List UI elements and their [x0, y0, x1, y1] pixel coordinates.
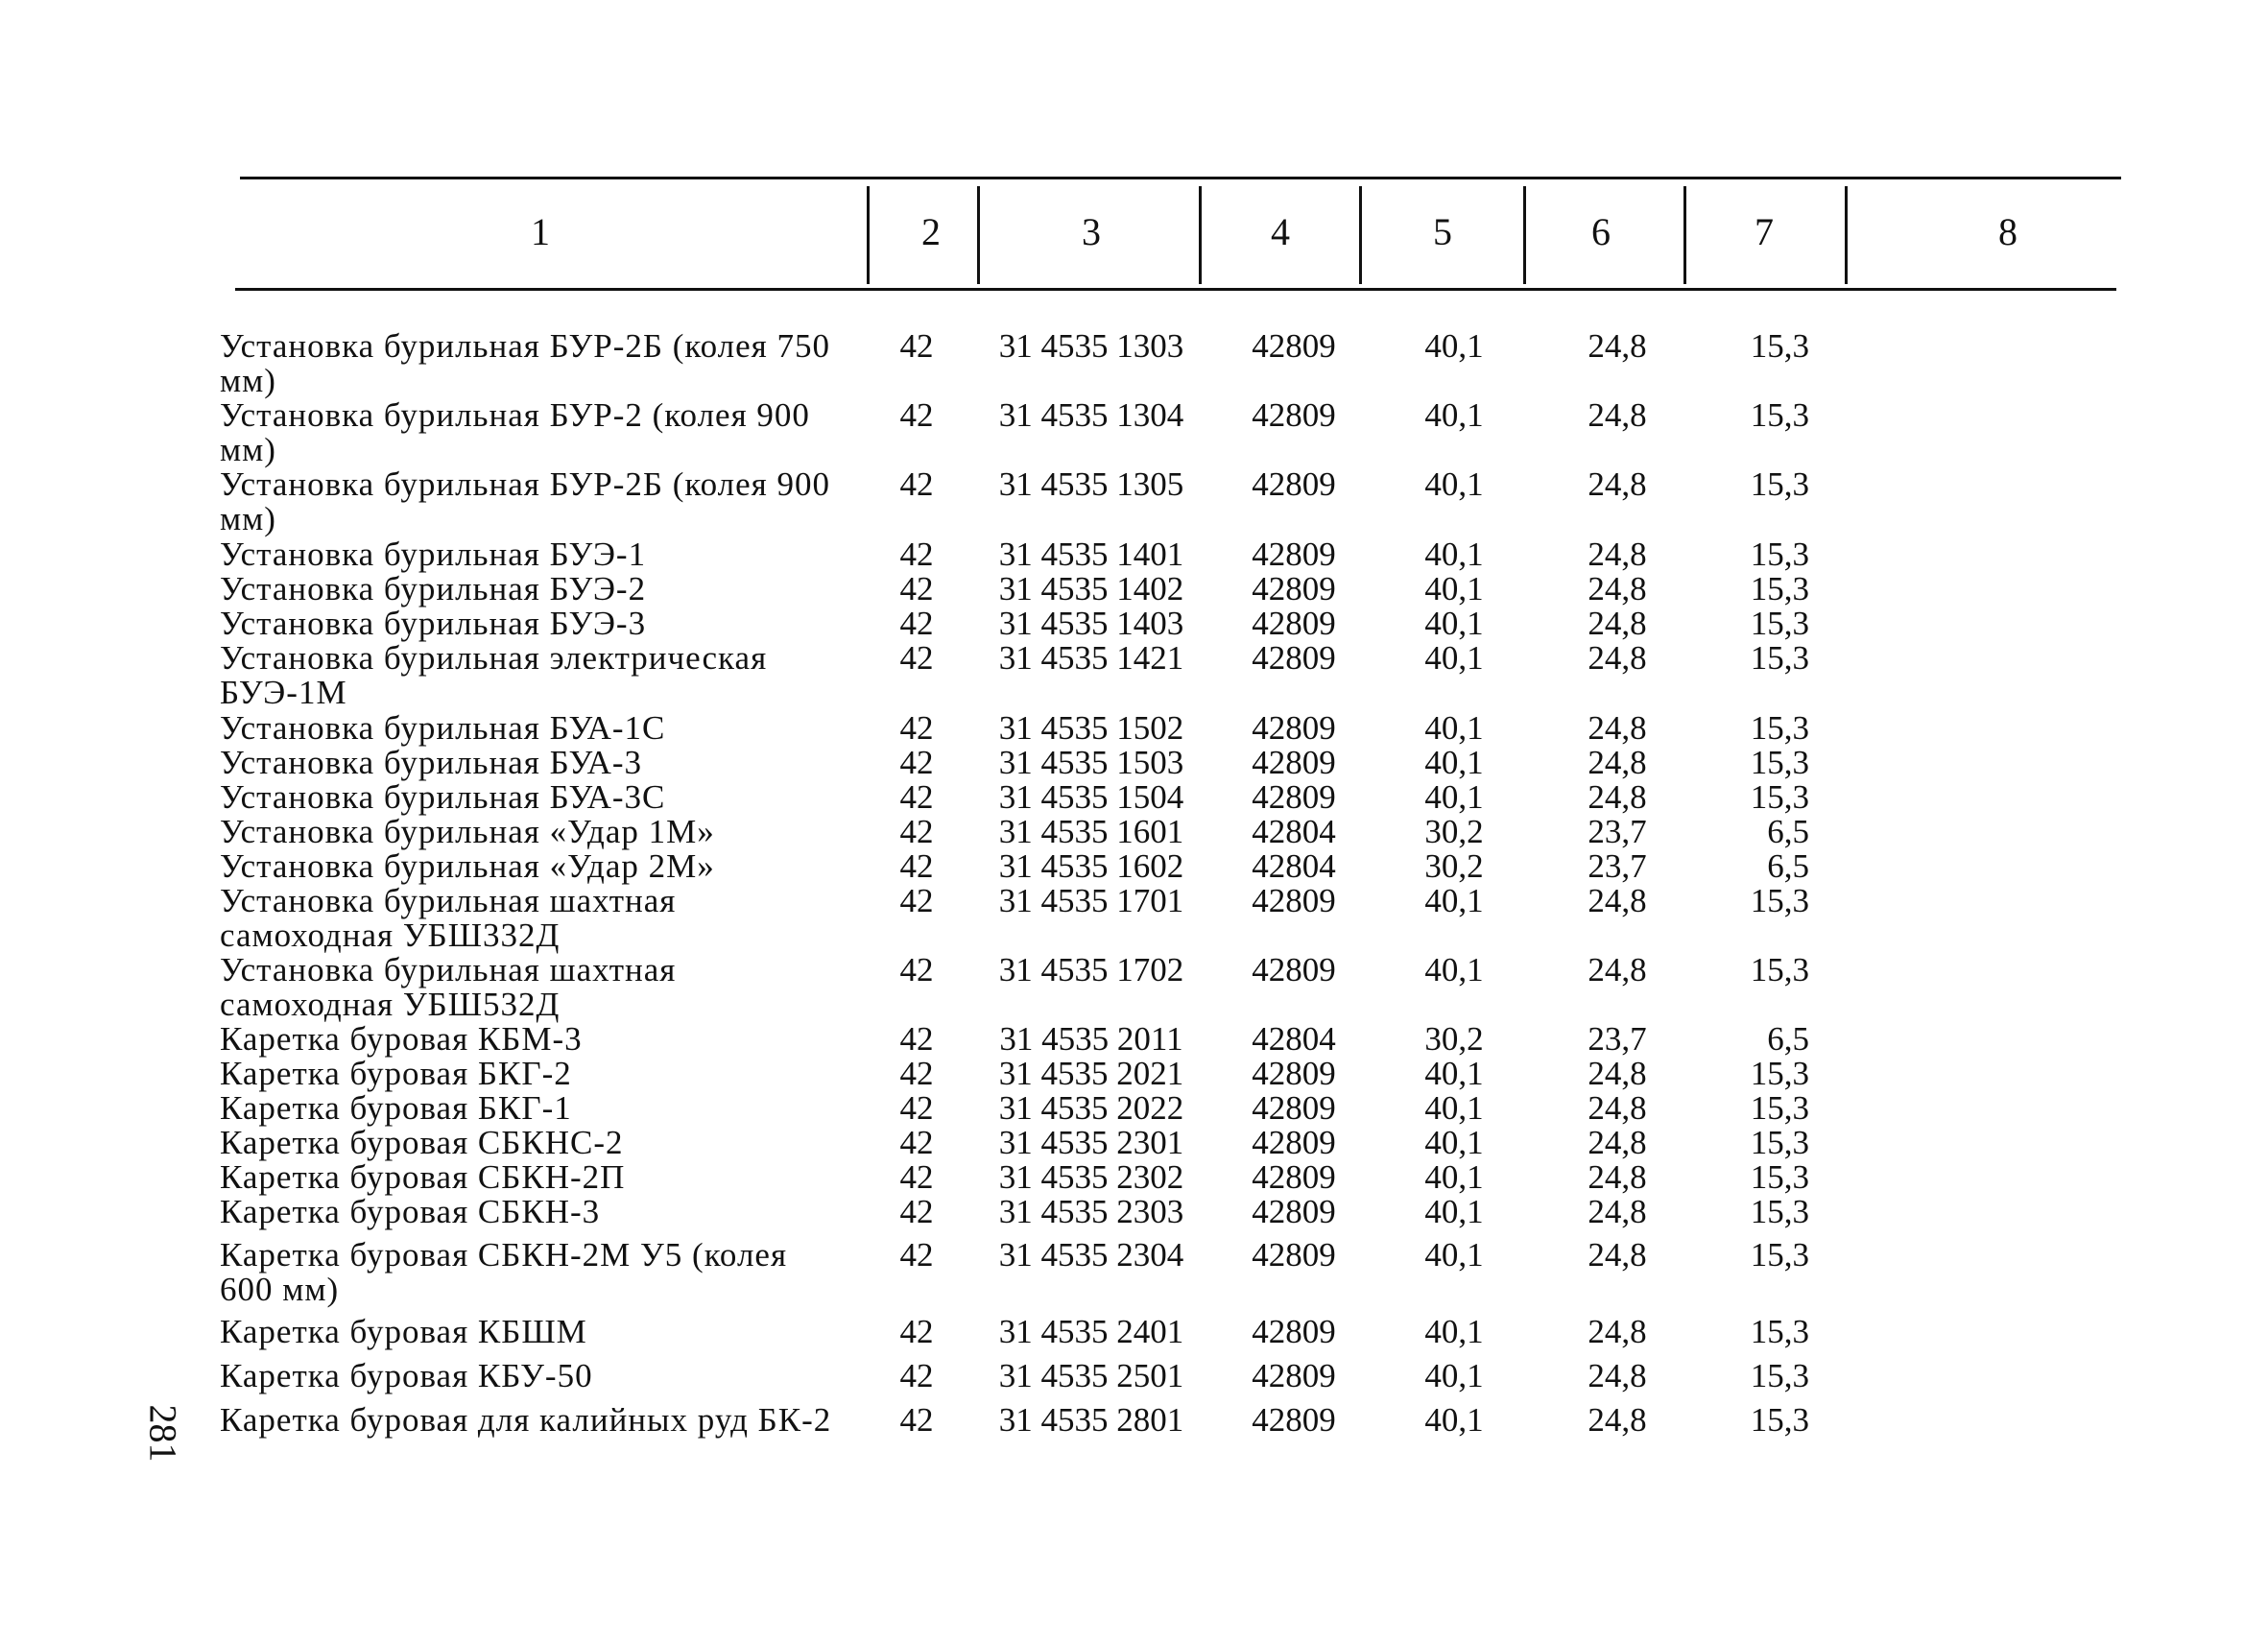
row-col-7: 15,3	[1750, 778, 1809, 816]
row-name: Установка бурильная БУА-1С	[220, 709, 666, 747]
row-col-2: 42	[899, 1020, 934, 1058]
row-col-7: 15,3	[1750, 327, 1809, 365]
row-col-5: 40,1	[1424, 882, 1484, 919]
column-divider	[977, 186, 980, 284]
row-col-4: 42804	[1252, 1020, 1336, 1058]
row-col-5: 40,1	[1424, 744, 1484, 781]
row-col-3: 31 4535 1701	[998, 882, 1184, 919]
row-col-7: 15,3	[1750, 744, 1809, 781]
row-col-5: 30,2	[1424, 1020, 1484, 1058]
row-col-3: 31 4535 1602	[998, 847, 1184, 885]
row-col-2: 42	[899, 744, 934, 781]
row-col-2: 42	[899, 1055, 934, 1092]
row-col-7: 6,5	[1767, 813, 1809, 850]
row-col-6: 24,8	[1588, 396, 1647, 434]
row-col-2: 42	[899, 1089, 934, 1127]
row-col-6: 24,8	[1588, 605, 1647, 642]
row-col-2: 42	[899, 1193, 934, 1230]
row-col-2: 42	[899, 327, 934, 365]
row-col-3: 31 4535 2011	[999, 1020, 1183, 1058]
row-col-6: 24,8	[1588, 1193, 1647, 1230]
row-col-4: 42809	[1252, 1401, 1336, 1439]
row-col-5: 40,1	[1424, 1357, 1484, 1394]
row-col-3: 31 4535 2301	[998, 1124, 1184, 1161]
row-col-7: 6,5	[1767, 1020, 1809, 1058]
row-col-2: 42	[899, 1236, 934, 1274]
row-col-2: 42	[899, 396, 934, 434]
row-name: Установка бурильная БУР-2Б (колея 900 мм)	[220, 465, 831, 537]
row-col-4: 42809	[1252, 1055, 1336, 1092]
row-name: Каретка буровая КБМ-3	[220, 1020, 583, 1058]
row-col-4: 42809	[1252, 1236, 1336, 1274]
row-col-4: 42809	[1252, 396, 1336, 434]
row-col-6: 23,7	[1588, 1020, 1647, 1058]
row-col-7: 15,3	[1750, 1313, 1809, 1350]
column-header: 3	[1082, 210, 1101, 253]
row-col-5: 40,1	[1424, 1313, 1484, 1350]
row-col-4: 42809	[1252, 327, 1336, 365]
row-col-5: 40,1	[1424, 1158, 1484, 1196]
row-col-4: 42809	[1252, 1158, 1336, 1196]
column-divider	[1523, 186, 1526, 284]
row-col-7: 15,3	[1750, 465, 1809, 503]
row-col-7: 15,3	[1750, 709, 1809, 747]
row-col-4: 42809	[1252, 744, 1336, 781]
row-name: Каретка буровая для калийных руд БК-2	[220, 1401, 832, 1439]
row-name: Установка бурильная БУА-3	[220, 744, 643, 781]
row-col-7: 15,3	[1750, 1055, 1809, 1092]
row-col-2: 42	[899, 1401, 934, 1439]
row-col-4: 42809	[1252, 465, 1336, 503]
row-name: Установка бурильная БУР-2Б (колея 750 мм)	[220, 327, 831, 399]
row-col-4: 42809	[1252, 778, 1336, 816]
row-col-6: 24,8	[1588, 327, 1647, 365]
row-col-5: 40,1	[1424, 709, 1484, 747]
row-col-3: 31 4535 2021	[998, 1055, 1184, 1092]
row-col-7: 6,5	[1767, 847, 1809, 885]
table-top-rule	[240, 177, 2121, 179]
row-col-4: 42809	[1252, 1089, 1336, 1127]
row-col-4: 42809	[1252, 536, 1336, 573]
row-col-3: 31 4535 1303	[998, 327, 1184, 365]
row-col-3: 31 4535 2401	[998, 1313, 1184, 1350]
row-col-5: 40,1	[1424, 639, 1484, 677]
row-col-3: 31 4535 1702	[998, 951, 1184, 988]
row-name: Каретка буровая БКГ-2	[220, 1055, 572, 1092]
row-col-4: 42809	[1252, 951, 1336, 988]
row-col-4: 42804	[1252, 847, 1336, 885]
row-col-5: 40,1	[1424, 778, 1484, 816]
row-name: Установка бурильная БУЭ-2	[220, 570, 647, 607]
row-col-6: 24,8	[1588, 639, 1647, 677]
row-col-6: 24,8	[1588, 570, 1647, 607]
row-col-3: 31 4535 1305	[998, 465, 1184, 503]
row-col-6: 23,7	[1588, 813, 1647, 850]
column-divider	[1845, 186, 1848, 284]
row-col-7: 15,3	[1750, 639, 1809, 677]
row-col-2: 42	[899, 536, 934, 573]
row-col-2: 42	[899, 570, 934, 607]
table-header-bottom-rule	[235, 288, 2116, 291]
row-col-6: 24,8	[1588, 1401, 1647, 1439]
row-col-5: 40,1	[1424, 536, 1484, 573]
row-col-3: 31 4535 1402	[998, 570, 1184, 607]
row-col-2: 42	[899, 882, 934, 919]
column-divider	[1359, 186, 1362, 284]
row-col-2: 42	[899, 605, 934, 642]
row-col-5: 40,1	[1424, 1401, 1484, 1439]
row-col-3: 31 4535 1403	[998, 605, 1184, 642]
row-name: Каретка буровая КБШМ	[220, 1313, 587, 1350]
row-col-4: 42809	[1252, 1357, 1336, 1394]
row-col-3: 31 4535 1601	[998, 813, 1184, 850]
row-col-7: 15,3	[1750, 536, 1809, 573]
row-col-7: 15,3	[1750, 1236, 1809, 1274]
row-name: Каретка буровая СБКН-2М У5 (колея 600 мм)	[220, 1236, 788, 1308]
column-divider	[1683, 186, 1686, 284]
row-col-2: 42	[899, 465, 934, 503]
column-header: 1	[531, 210, 550, 253]
column-header: 8	[1998, 210, 2017, 253]
row-name: Установка бурильная БУЭ-1	[220, 536, 647, 573]
row-name: Установка бурильная шахтная самоходная УБШ332Д	[220, 882, 677, 954]
row-col-5: 40,1	[1424, 1193, 1484, 1230]
row-name: Каретка буровая СБКНС-2	[220, 1124, 624, 1161]
row-col-7: 15,3	[1750, 882, 1809, 919]
row-col-5: 30,2	[1424, 813, 1484, 850]
row-name: Установка бурильная «Удар 2М»	[220, 847, 715, 885]
row-col-3: 31 4535 2801	[998, 1401, 1184, 1439]
row-col-5: 40,1	[1424, 605, 1484, 642]
column-header: 4	[1271, 210, 1290, 253]
row-name: Каретка буровая БКГ-1	[220, 1089, 572, 1127]
row-col-4: 42809	[1252, 709, 1336, 747]
row-col-3: 31 4535 2304	[998, 1236, 1184, 1274]
column-header: 6	[1591, 210, 1611, 253]
row-col-2: 42	[899, 1357, 934, 1394]
row-col-6: 24,8	[1588, 1357, 1647, 1394]
column-header: 5	[1433, 210, 1452, 253]
row-col-6: 24,8	[1588, 1089, 1647, 1127]
column-divider	[1199, 186, 1202, 284]
row-col-3: 31 4535 1421	[998, 639, 1184, 677]
row-col-6: 24,8	[1588, 778, 1647, 816]
row-col-3: 31 4535 1504	[998, 778, 1184, 816]
row-col-2: 42	[899, 639, 934, 677]
row-col-5: 40,1	[1424, 465, 1484, 503]
row-name: Установка бурильная БУР-2 (колея 900 мм)	[220, 396, 810, 468]
row-col-4: 42809	[1252, 1124, 1336, 1161]
row-col-7: 15,3	[1750, 1193, 1809, 1230]
row-col-5: 40,1	[1424, 570, 1484, 607]
row-col-7: 15,3	[1750, 951, 1809, 988]
row-name: Установка бурильная БУЭ-3	[220, 605, 647, 642]
row-col-7: 15,3	[1750, 1357, 1809, 1394]
row-col-4: 42804	[1252, 813, 1336, 850]
row-col-4: 42809	[1252, 570, 1336, 607]
row-col-6: 24,8	[1588, 951, 1647, 988]
row-col-2: 42	[899, 1124, 934, 1161]
row-name: Установка бурильная шахтная самоходная УБШ532Д	[220, 951, 677, 1023]
row-col-6: 24,8	[1588, 709, 1647, 747]
row-name: Каретка буровая КБУ-50	[220, 1357, 593, 1394]
row-col-5: 40,1	[1424, 1089, 1484, 1127]
row-col-2: 42	[899, 1313, 934, 1350]
row-col-6: 24,8	[1588, 536, 1647, 573]
row-col-5: 30,2	[1424, 847, 1484, 885]
row-col-7: 15,3	[1750, 1124, 1809, 1161]
row-name: Установка бурильная электрическая БУЭ-1М	[220, 639, 768, 711]
row-col-6: 24,8	[1588, 1055, 1647, 1092]
column-header: 2	[921, 210, 941, 253]
row-col-6: 24,8	[1588, 882, 1647, 919]
row-col-6: 24,8	[1588, 1124, 1647, 1161]
row-col-6: 24,8	[1588, 465, 1647, 503]
row-col-2: 42	[899, 951, 934, 988]
row-col-3: 31 4535 1401	[998, 536, 1184, 573]
row-col-7: 15,3	[1750, 1089, 1809, 1127]
row-col-5: 40,1	[1424, 327, 1484, 365]
row-name: Каретка буровая СБКН-3	[220, 1193, 601, 1230]
row-col-3: 31 4535 1304	[998, 396, 1184, 434]
row-col-5: 40,1	[1424, 1124, 1484, 1161]
row-col-6: 24,8	[1588, 744, 1647, 781]
row-col-3: 31 4535 2303	[998, 1193, 1184, 1230]
row-col-6: 24,8	[1588, 1236, 1647, 1274]
row-col-4: 42809	[1252, 1193, 1336, 1230]
row-col-5: 40,1	[1424, 1055, 1484, 1092]
row-name: Установка бурильная «Удар 1М»	[220, 813, 715, 850]
column-header: 7	[1755, 210, 1774, 253]
row-col-4: 42809	[1252, 1313, 1336, 1350]
row-col-4: 42809	[1252, 605, 1336, 642]
row-col-6: 24,8	[1588, 1313, 1647, 1350]
row-col-5: 40,1	[1424, 396, 1484, 434]
row-col-4: 42809	[1252, 639, 1336, 677]
row-col-3: 31 4535 2501	[998, 1357, 1184, 1394]
row-name: Установка бурильная БУА-3С	[220, 778, 666, 816]
row-col-2: 42	[899, 847, 934, 885]
row-col-7: 15,3	[1750, 570, 1809, 607]
row-col-6: 23,7	[1588, 847, 1647, 885]
row-col-3: 31 4535 2022	[998, 1089, 1184, 1127]
row-col-3: 31 4535 1502	[998, 709, 1184, 747]
row-col-4: 42809	[1252, 882, 1336, 919]
row-col-2: 42	[899, 1158, 934, 1196]
row-col-3: 31 4535 1503	[998, 744, 1184, 781]
column-divider	[867, 186, 870, 284]
page-number: 281	[141, 1404, 185, 1463]
row-col-5: 40,1	[1424, 1236, 1484, 1274]
row-col-3: 31 4535 2302	[998, 1158, 1184, 1196]
row-col-7: 15,3	[1750, 1158, 1809, 1196]
row-col-7: 15,3	[1750, 1401, 1809, 1439]
row-col-5: 40,1	[1424, 951, 1484, 988]
row-col-6: 24,8	[1588, 1158, 1647, 1196]
row-col-2: 42	[899, 778, 934, 816]
row-col-2: 42	[899, 709, 934, 747]
row-col-2: 42	[899, 813, 934, 850]
row-col-7: 15,3	[1750, 605, 1809, 642]
row-name: Каретка буровая СБКН-2П	[220, 1158, 626, 1196]
row-col-7: 15,3	[1750, 396, 1809, 434]
